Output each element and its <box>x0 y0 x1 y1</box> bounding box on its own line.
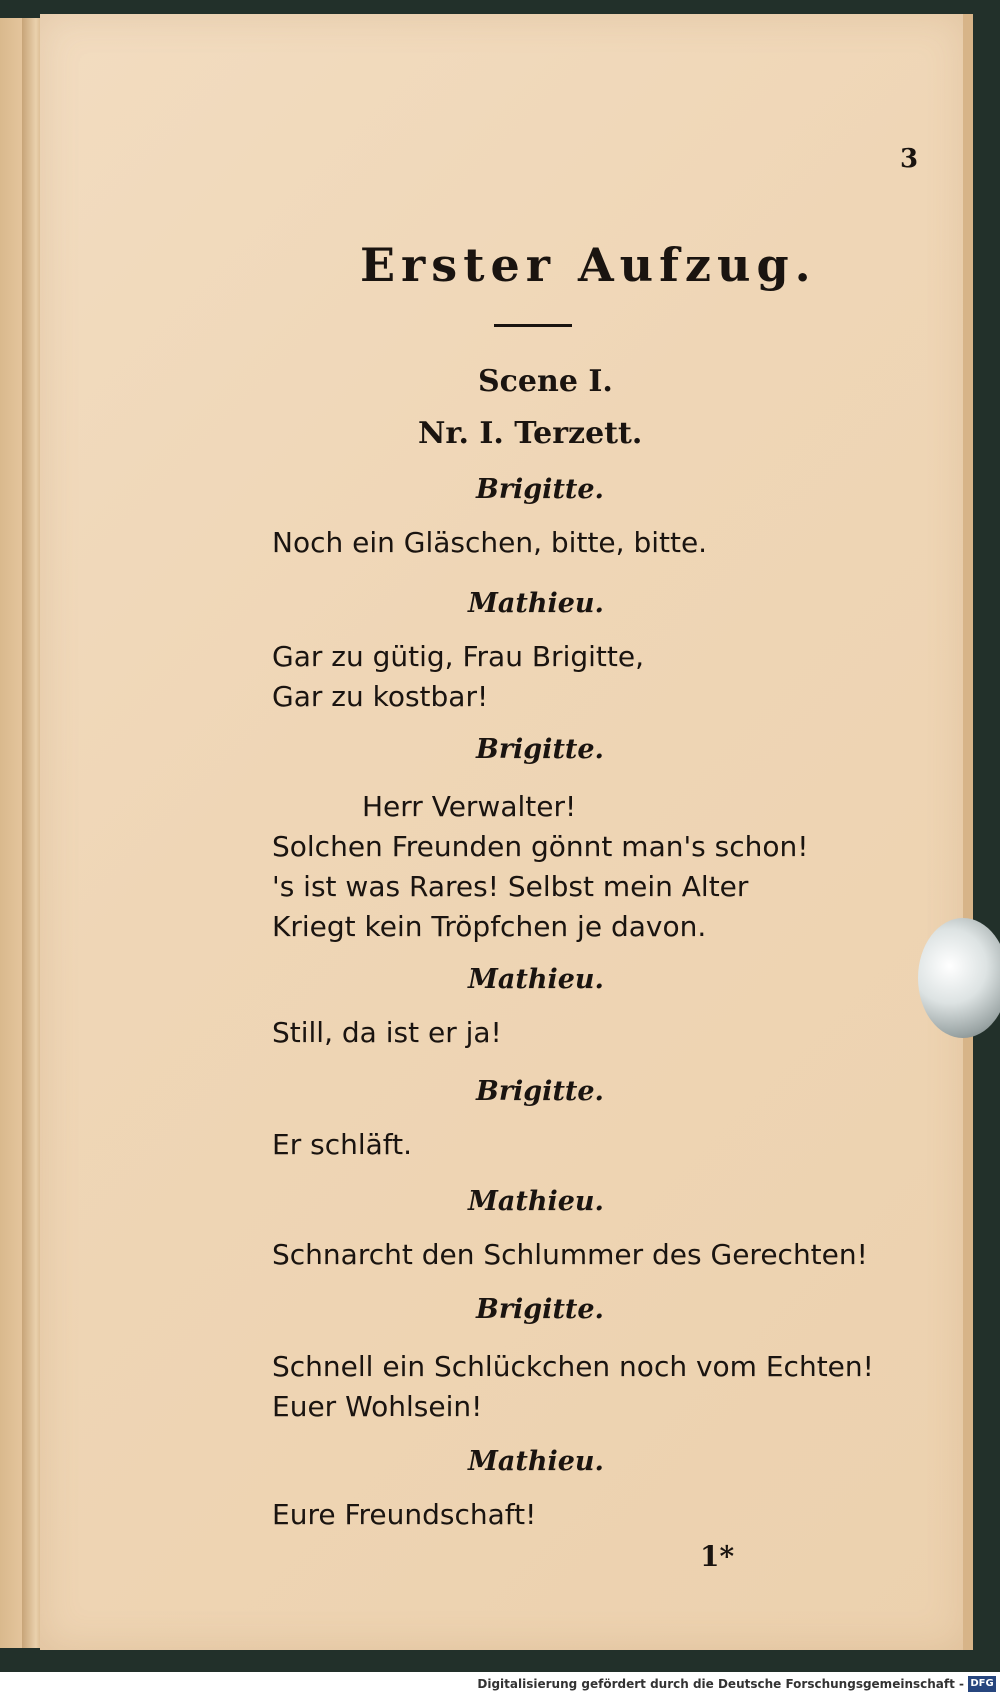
dialogue-line: 's ist was Rares! Selbst mein Alter <box>272 870 749 903</box>
page-clip-image <box>918 918 1000 1038</box>
dialogue-line: Gar zu kostbar! <box>272 680 489 713</box>
dialogue-line: Eure Freundschaft! <box>272 1498 537 1531</box>
signature-mark: 1* <box>700 1540 735 1573</box>
act-title: Erster Aufzug. <box>360 238 817 292</box>
scene-title: Scene I. <box>478 364 613 399</box>
dialogue-line: Schnell ein Schlückchen noch vom Echten! <box>272 1350 874 1383</box>
speaker-name: Mathieu. <box>468 588 604 619</box>
dialogue-line: Noch ein Gläschen, bitte, bitte. <box>272 526 708 559</box>
speaker-name: Brigitte. <box>476 1076 604 1107</box>
dialogue-line: Er schläft. <box>272 1128 413 1161</box>
dialogue-line: Still, da ist er ja! <box>272 1016 502 1049</box>
speaker-name: Mathieu. <box>468 1446 604 1477</box>
book-gutter <box>22 18 42 1648</box>
dialogue-line: Schnarcht den Schlummer des Gerechten! <box>272 1238 868 1271</box>
title-divider <box>494 324 572 327</box>
page-number: 3 <box>900 144 919 174</box>
speaker-name: Mathieu. <box>468 1186 604 1217</box>
speaker-name: Brigitte. <box>476 734 604 765</box>
dialogue-line: Solchen Freunden gönnt man's schon! <box>272 830 809 863</box>
page-right-edge <box>963 14 973 1650</box>
speaker-name: Mathieu. <box>468 964 604 995</box>
dialogue-line: Euer Wohlsein! <box>272 1390 483 1423</box>
speaker-name: Brigitte. <box>476 1294 604 1325</box>
dialogue-line: Kriegt kein Tröpfchen je davon. <box>272 910 707 943</box>
number-title: Nr. I. Terzett. <box>418 416 643 451</box>
dialogue-line: Gar zu gütig, Frau Brigitte, <box>272 640 644 673</box>
dialogue-line: Herr Verwalter! <box>362 790 577 823</box>
dfg-logo: DFG <box>968 1676 996 1692</box>
speaker-name: Brigitte. <box>476 474 604 505</box>
footer-credit: Digitalisierung gefördert durch die Deutsche Forschungsgemeinschaft - <box>477 1677 964 1691</box>
